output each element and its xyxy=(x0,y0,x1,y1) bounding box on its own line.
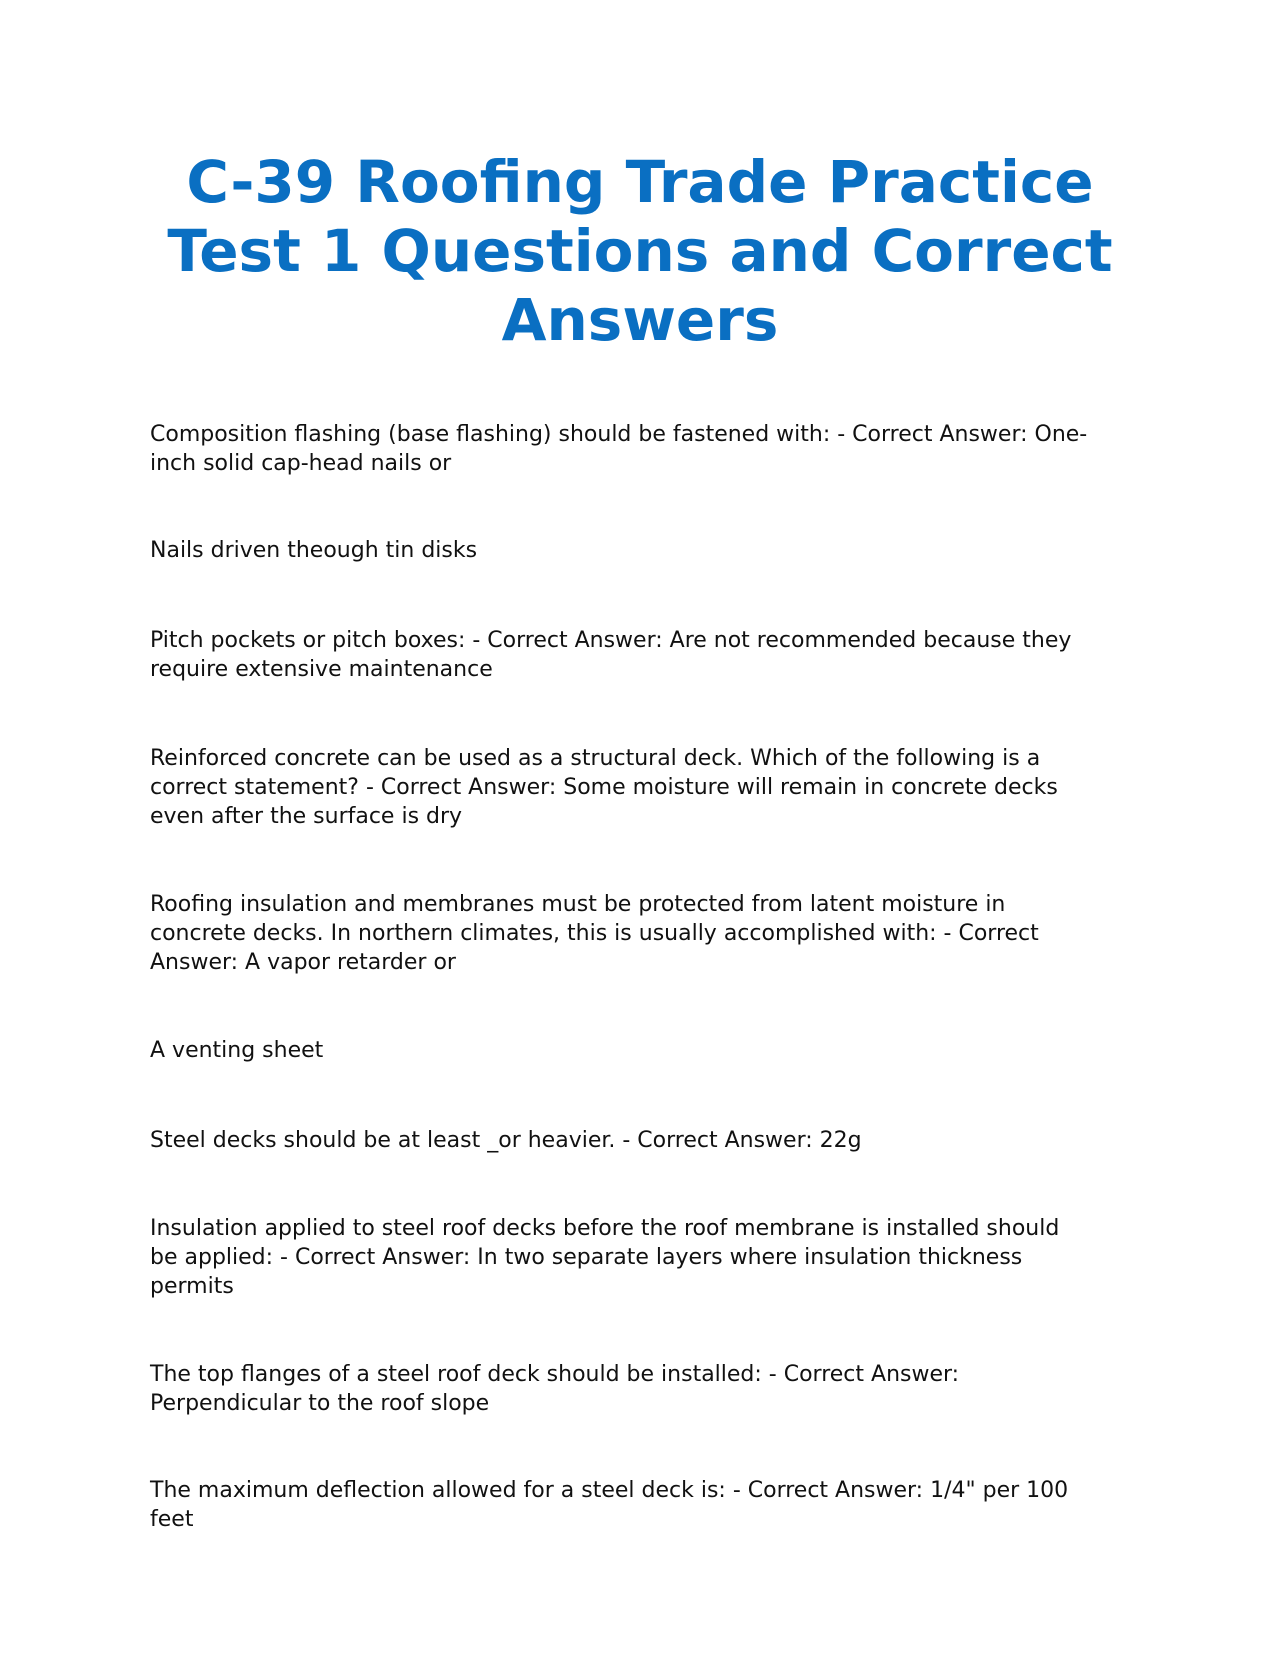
qa-paragraph-6: A venting sheet xyxy=(150,1038,324,1063)
qa-paragraph-10: The maximum deflection allowed for a steel deck is: - Correct Answer: 1/4" per 100 feet xyxy=(150,1478,1069,1532)
qa-paragraph-3: Pitch pockets or pitch boxes: - Correct Answer: Are not recommended because they require extensive maintenance xyxy=(150,628,1072,682)
qa-paragraph-7: Steel decks should be at least _or heavier. - Correct Answer: 22g xyxy=(150,1128,862,1153)
qa-paragraph-4: Reinforced concrete can be used as a structural deck. Which of the following is a correct statement? - Correct Answer: Some moisture will remain in concrete decks even after the surface is dry xyxy=(150,746,1058,829)
document-title: C-39 Roofing Trade Practice Test 1 Questions and Correct Answers xyxy=(167,148,1113,354)
qa-paragraph-8: Insulation applied to steel roof decks before the roof membrane is installed should be applied: - Correct Answer: In two separate layers where insulation thickness permits xyxy=(150,1216,1060,1299)
qa-paragraph-5: Roofing insulation and membranes must be protected from latent moisture in concrete decks. In northern climates, this is usually accomplished with: - Correct Answer: A vapor retarder or xyxy=(150,892,1039,975)
qa-paragraph-2: Nails driven theough tin disks xyxy=(150,538,478,563)
qa-paragraph-9: The top flanges of a steel roof deck should be installed: - Correct Answer: Perpendicular to the roof slope xyxy=(150,1362,960,1416)
qa-paragraph-1: Composition flashing (base flashing) should be fastened with: - Correct Answer: One- inch solid cap-head nails or xyxy=(150,422,1088,476)
